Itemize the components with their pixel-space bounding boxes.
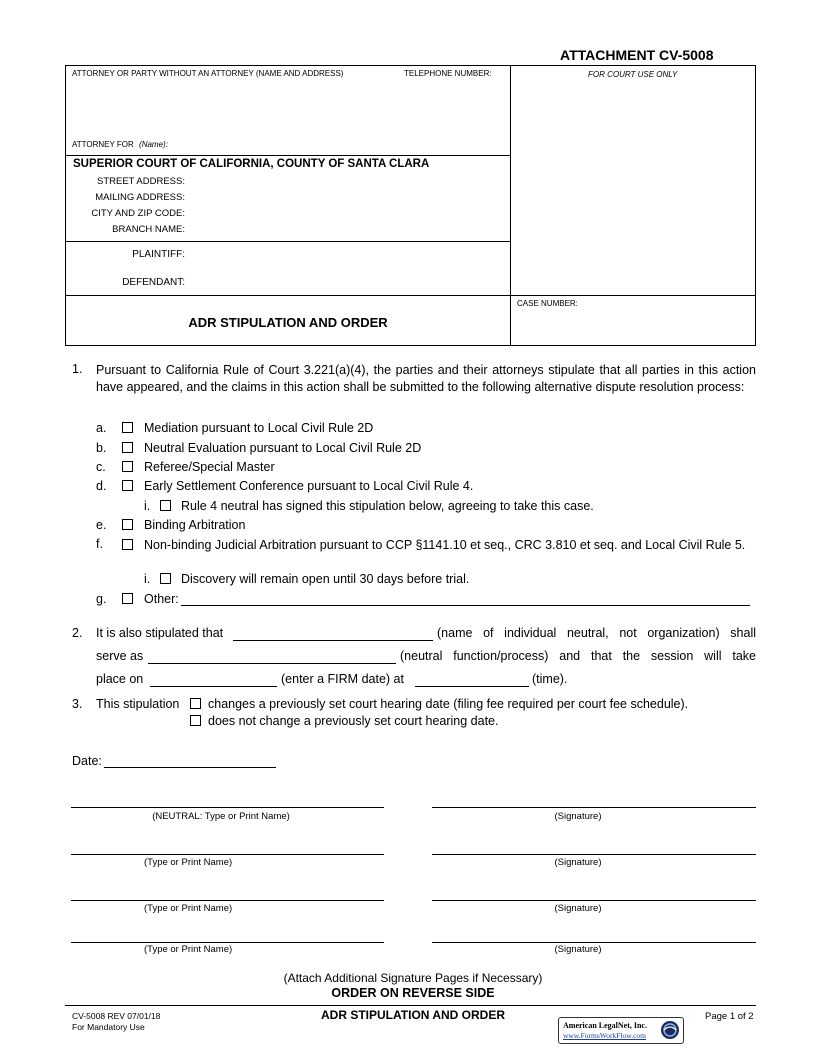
item3-opt1-text: changes a previously set court hearing date (filing fee required per court fee schedule). bbox=[208, 697, 689, 711]
item1f-text: Non-binding Judicial Arbitration pursuant to CCP §1141.10 et seq., CRC 3.810 et seq. and Local Civil Rule 5. bbox=[144, 538, 746, 552]
item1c-checkbox[interactable] bbox=[122, 461, 133, 472]
party1-signature-line[interactable] bbox=[432, 854, 756, 855]
item1d-sub-text: Rule 4 neutral has signed this stipulation below, agreeing to take this case. bbox=[181, 499, 594, 513]
item1d-checkbox[interactable] bbox=[122, 480, 133, 491]
item1e-letter: e. bbox=[96, 518, 107, 532]
party2-signature-caption: (Signature) bbox=[554, 903, 602, 914]
party1-name-caption: (Type or Print Name) bbox=[144, 857, 233, 868]
item1g-checkbox[interactable] bbox=[122, 593, 133, 604]
item1g-other-field[interactable] bbox=[181, 605, 750, 606]
neutral-signature-line[interactable] bbox=[432, 807, 756, 808]
legalnet-logo bbox=[558, 1017, 684, 1044]
item1d-sub-checkbox[interactable] bbox=[160, 500, 171, 511]
item3-number: 3. bbox=[72, 697, 83, 711]
item1-text: Pursuant to California Rule of Court 3.221(a)(4), the parties and their attorneys stipulate that all parties in this action have appeared, and the claims in this action shall be submitted to the following alternative dispute resolution process: bbox=[96, 363, 756, 394]
city-zip-label: CITY AND ZIP CODE: bbox=[91, 208, 185, 219]
item2-line3-c: (time). bbox=[532, 672, 568, 686]
footer-title: ADR STIPULATION AND ORDER bbox=[321, 1008, 505, 1022]
neutral-name-field[interactable] bbox=[233, 640, 433, 641]
mailing-address-label: MAILING ADDRESS: bbox=[95, 192, 185, 203]
party1-name-line[interactable] bbox=[71, 854, 384, 855]
session-date-field[interactable] bbox=[150, 686, 277, 687]
neutral-name-caption: (NEUTRAL: Type or Print Name) bbox=[152, 811, 290, 822]
item2-line1-a: It is also stipulated that bbox=[96, 626, 224, 640]
item1d-letter: d. bbox=[96, 479, 107, 493]
plaintiff-label: PLAINTIFF: bbox=[132, 249, 185, 260]
party2-name-caption: (Type or Print Name) bbox=[144, 903, 233, 914]
caption-divider-court bbox=[65, 155, 511, 156]
item3-lead: This stipulation bbox=[96, 697, 180, 711]
item1g-text: Other: bbox=[144, 592, 179, 606]
item3-opt1-checkbox[interactable] bbox=[190, 698, 201, 709]
party2-signature-line[interactable] bbox=[432, 900, 756, 901]
page-number: Page 1 of 2 bbox=[705, 1011, 754, 1022]
caption-divider-parties bbox=[65, 241, 511, 242]
item1f-sub-roman: i. bbox=[144, 572, 151, 586]
order-reverse-note: ORDER ON REVERSE SIDE bbox=[331, 986, 495, 1000]
neutral-signature-caption: (Signature) bbox=[554, 811, 602, 822]
party3-name-caption: (Type or Print Name) bbox=[144, 944, 233, 955]
defendant-label: DEFENDANT: bbox=[122, 277, 185, 288]
item1a-letter: a. bbox=[96, 421, 107, 435]
item1f-checkbox[interactable] bbox=[122, 539, 133, 550]
party3-signature-line[interactable] bbox=[432, 942, 756, 943]
item1-number: 1. bbox=[72, 362, 83, 376]
logo-company: American LegalNet, Inc. bbox=[563, 1021, 647, 1030]
item2-number: 2. bbox=[72, 626, 83, 640]
item3-opt2-checkbox[interactable] bbox=[190, 715, 201, 726]
date-field[interactable] bbox=[104, 767, 276, 768]
court-use-label: FOR COURT USE ONLY bbox=[588, 70, 678, 79]
party2-name-line[interactable] bbox=[71, 900, 384, 901]
court-name: SUPERIOR COURT OF CALIFORNIA, COUNTY OF SANTA CLARA bbox=[73, 158, 430, 170]
item1e-text: Binding Arbitration bbox=[144, 518, 246, 532]
item2-line3-a: place on bbox=[96, 672, 144, 686]
attachment-number: ATTACHMENT CV-5008 bbox=[560, 47, 714, 63]
mandatory-use: For Mandatory Use bbox=[72, 1022, 145, 1032]
item1d-sub-roman: i. bbox=[144, 499, 151, 513]
form-title: ADR STIPULATION AND ORDER bbox=[188, 315, 388, 330]
neutral-name-line[interactable] bbox=[71, 807, 384, 808]
neutral-function-field[interactable] bbox=[148, 663, 396, 664]
item2-line1-b: (name of individual neutral, not organization) shall bbox=[437, 626, 756, 640]
item1b-text: Neutral Evaluation pursuant to Local Civil Rule 2D bbox=[144, 441, 422, 455]
attorney-for-name: (Name): bbox=[139, 140, 168, 149]
date-label: Date: bbox=[72, 754, 102, 768]
telephone-label: TELEPHONE NUMBER: bbox=[404, 69, 492, 78]
footer-rule bbox=[65, 1005, 756, 1006]
attorney-for-label bbox=[72, 140, 168, 149]
item2-line2-b: (neutral function/process) and that the session will take bbox=[400, 649, 756, 663]
party3-signature-caption: (Signature) bbox=[554, 944, 602, 955]
form-code: CV-5008 REV 07/01/18 bbox=[72, 1011, 161, 1021]
item1f-sub-text: Discovery will remain open until 30 days before trial. bbox=[181, 572, 470, 586]
item1c-text: Referee/Special Master bbox=[144, 460, 275, 474]
street-address-label: STREET ADDRESS: bbox=[97, 176, 185, 187]
attach-note: (Attach Additional Signature Pages if Necessary) bbox=[283, 971, 543, 985]
attorney-label: ATTORNEY OR PARTY WITHOUT AN ATTORNEY (NAME AND ADDRESS) bbox=[72, 69, 344, 78]
item1f-letter: f. bbox=[96, 537, 103, 551]
attorney-for-text: ATTORNEY FOR bbox=[72, 140, 134, 149]
item1b-checkbox[interactable] bbox=[122, 442, 133, 453]
caption-divider-title bbox=[65, 295, 756, 296]
case-number-label: CASE NUMBER: bbox=[517, 299, 578, 308]
session-time-field[interactable] bbox=[415, 686, 529, 687]
item1d-text: Early Settlement Conference pursuant to Local Civil Rule 4. bbox=[144, 479, 474, 493]
logo-url: www.FormsWorkFlow.com bbox=[563, 1031, 647, 1040]
party3-name-line[interactable] bbox=[71, 942, 384, 943]
globe-icon bbox=[660, 1020, 680, 1040]
item3-opt2-text: does not change a previously set court hearing date. bbox=[208, 714, 499, 728]
caption-box bbox=[65, 65, 756, 346]
item2-line3-b: (enter a FIRM date) at bbox=[281, 672, 404, 686]
item1b-letter: b. bbox=[96, 441, 107, 455]
item1c-letter: c. bbox=[96, 460, 106, 474]
item1e-checkbox[interactable] bbox=[122, 519, 133, 530]
party1-signature-caption: (Signature) bbox=[554, 857, 602, 868]
item1a-checkbox[interactable] bbox=[122, 422, 133, 433]
branch-name-label: BRANCH NAME: bbox=[112, 224, 185, 235]
caption-divider-vertical bbox=[510, 65, 511, 346]
item1a-text: Mediation pursuant to Local Civil Rule 2D bbox=[144, 421, 374, 435]
item2-line2-a: serve as bbox=[96, 649, 144, 663]
item1f-sub-checkbox[interactable] bbox=[160, 573, 171, 584]
item1g-letter: g. bbox=[96, 592, 107, 606]
